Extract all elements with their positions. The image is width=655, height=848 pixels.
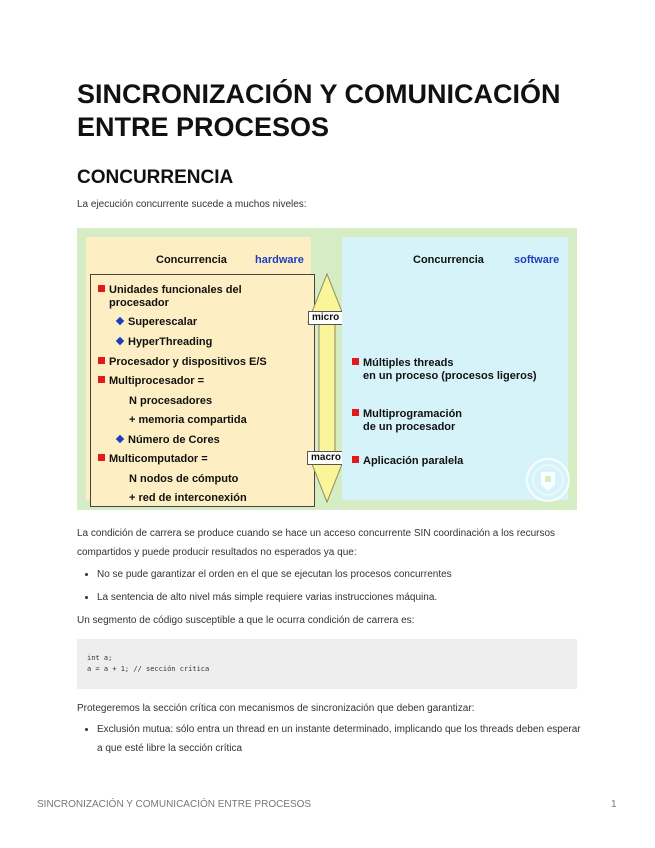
hardware-panel-heading: Concurrencia [156, 254, 227, 266]
sw-line: Aplicación paralela [352, 454, 463, 468]
sw-line: en un proceso (procesos ligeros) [363, 370, 537, 382]
list-item: • La sentencia de alto nivel más simple requiere varias instrucciones máquina. [97, 588, 587, 607]
hw-line: N procesadores [129, 395, 213, 407]
concurrency-levels-figure [77, 228, 577, 510]
hw-line: procesador [109, 297, 169, 309]
university-seal-icon [525, 454, 571, 506]
hw-line: + red de interconexión [129, 492, 247, 504]
hardware-panel-tag: hardware [255, 254, 304, 266]
hw-line: Unidades funcionales del [98, 283, 242, 297]
red-square-bullet-icon [98, 376, 105, 383]
hw-line: + memoria compartida [129, 414, 247, 426]
protect-list [80, 720, 587, 762]
footer-title: SINCRONIZACIÓN Y COMUNICACIÓN ENTRE PROCESOS [37, 799, 312, 810]
segment-intro: Un segmento de código susceptible a que le ocurra condición de carrera es: [77, 615, 415, 626]
hw-line: Multicomputador = [98, 452, 208, 466]
hw-line: N nodos de cómputo [129, 473, 239, 485]
red-square-bullet-icon [352, 358, 359, 365]
hw-line: Procesador y dispositivos E/S [98, 355, 267, 369]
blue-diamond-bullet-icon [116, 317, 124, 325]
sw-line: de un procesador [363, 421, 456, 433]
list-item: • Exclusión mutua: sólo entra un thread en un instante determinado, implicando que los threads deben esperar a que esté libre la sección crítica [97, 720, 587, 758]
hardware-panel [86, 237, 311, 504]
sw-line: Múltiples threads [352, 356, 453, 370]
hw-line: Multiprocesador = [98, 374, 204, 388]
software-panel-tag: software [514, 254, 560, 266]
list-item: • No se pude garantizar el orden en el que se ejecutan los procesos concurrentes [97, 565, 587, 584]
blue-diamond-bullet-icon [116, 337, 124, 345]
red-square-bullet-icon [352, 456, 359, 463]
hw-line: Número de Cores [117, 433, 220, 447]
protect-paragraph: Protegeremos la sección crítica con mecanismos de sincronización que deben garantizar: [77, 703, 475, 714]
blue-diamond-bullet-icon [116, 435, 124, 443]
sw-line: Multiprogramación [352, 407, 462, 421]
hardware-list [90, 274, 315, 507]
hw-line: Superescalar [117, 315, 197, 329]
hw-line: HyperThreading [117, 335, 212, 349]
red-square-bullet-icon [98, 285, 105, 292]
section-heading: CONCURRENCIA [77, 167, 234, 188]
page-number: 1 [611, 799, 617, 810]
macro-label: macro [307, 451, 345, 465]
red-square-bullet-icon [98, 357, 105, 364]
micro-label: micro [308, 311, 343, 325]
page-title: SINCRONIZACIÓN Y COMUNICACIÓN ENTRE PROCESOS [77, 79, 561, 142]
red-square-bullet-icon [352, 409, 359, 416]
race-condition-list [80, 565, 587, 611]
intro-paragraph: La ejecución concurrente sucede a muchos niveles: [77, 199, 307, 210]
code-block: int a; a = a + 1; // sección crítica [77, 639, 577, 689]
software-panel-heading: Concurrencia [413, 254, 484, 266]
red-square-bullet-icon [98, 454, 105, 461]
race-condition-paragraph: La condición de carrera se produce cuando se hace un acceso concurrente SIN coordinación a los recursos compartidos y puede producir resultados no esperados ya que: [77, 528, 556, 558]
